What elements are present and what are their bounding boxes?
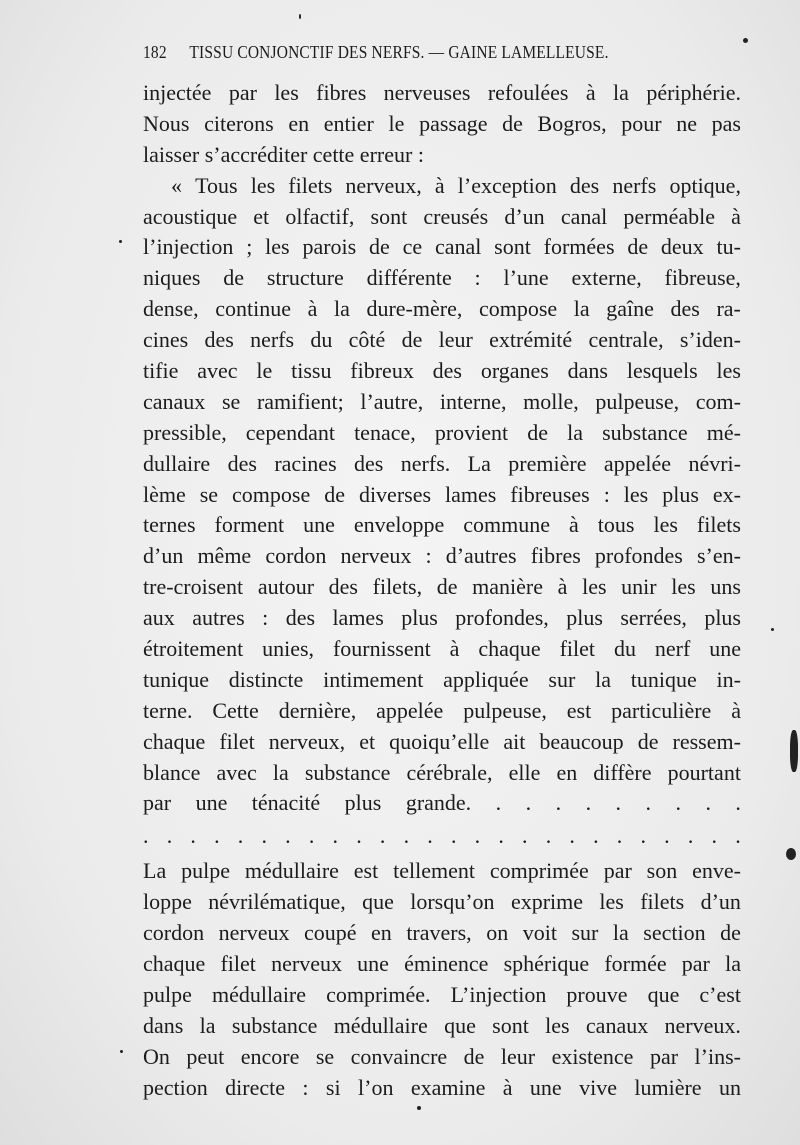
page-number: 182: [143, 42, 167, 62]
scan-speck: [119, 240, 122, 243]
text-line: niques de structure différente : l’une externe, fibreuse,: [143, 265, 741, 291]
text-line: tifie avec le tissu fibreux des organes dans lesquels les: [143, 358, 741, 384]
scan-speck: [786, 848, 796, 860]
text-line: dense, continue à la dure-mère, compose la gaîne des ra-: [143, 296, 741, 322]
paragraph-quotation-block: [143, 78, 741, 819]
text-line: chaque filet nerveux une éminence sphérique formée par la: [143, 950, 741, 976]
text-line: blance avec la substance cérébrale, elle en diffère pourtant: [143, 759, 741, 785]
text-line: dullaire des racines des nerfs. La première appelée névri-: [143, 450, 741, 476]
text-line: d’un même cordon nerveux : d’autres fibres profondes s’en-: [143, 543, 741, 569]
paragraph-continuation-block: [143, 856, 741, 1103]
running-title: TISSU CONJONCTIF DES NERFS. — GAINE LAMELLEUSE.: [189, 42, 609, 62]
text-line: canaux se ramifient; l’autre, interne, molle, pulpeuse, com-: [143, 388, 741, 414]
scan-speck: [299, 14, 301, 19]
text-line: tre-croisent autour des filets, de manière à les unir les uns: [143, 574, 741, 600]
running-head: [143, 42, 659, 63]
text-line: lème se compose de diverses lames fibreuses : les plus ex-: [143, 481, 741, 507]
ellipsis-line: . . . . . . . . . . . . . . . . . . . . . . . . . .: [143, 823, 741, 849]
text-line: On peut encore se convaincre de leur existence par l’ins-: [143, 1043, 741, 1069]
text-line: l’injection ; les parois de ce canal sont formées de deux tu-: [143, 234, 741, 260]
text-line: cines des nerfs du côté de leur extrémité centrale, s’iden-: [143, 327, 741, 353]
text-line: laisser s’accréditer cette erreur :: [143, 141, 424, 167]
text-line: acoustique et olfactif, sont creusés d’un canal perméable à: [143, 203, 741, 229]
scan-speck: [417, 1106, 421, 1110]
text-line: pressible, cependant tenace, provient de la substance mé-: [143, 419, 741, 445]
text-line: injectée par les fibres nerveuses refoulées à la périphérie.: [143, 80, 741, 105]
text-line: par une ténacité plus grande. . . . . . . . . .: [143, 790, 741, 816]
scan-speck: [743, 38, 748, 43]
text-line: « Tous les filets nerveux, à l’exception des nerfs optique,: [171, 172, 741, 198]
text-line: pection directe : si l’on examine à une vive lumière un: [143, 1074, 741, 1100]
text-line: cordon nerveux coupé en travers, on voit sur la section de: [143, 920, 741, 946]
text-line: chaque filet nerveux, et quoiqu’elle ait beaucoup de ressem-: [143, 728, 741, 754]
text-line: ternes forment une enveloppe commune à tous les filets: [143, 512, 741, 538]
text-line: tunique distincte intimement appliquée sur la tunique in-: [143, 666, 741, 692]
text-line: aux autres : des lames plus profondes, plus serrées, plus: [143, 605, 741, 631]
text-line: terne. Cette dernière, appelée pulpeuse, est particulière à: [143, 697, 741, 723]
text-line: La pulpe médullaire est tellement comprimée par son enve-: [143, 858, 741, 884]
text-line: dans la substance médullaire que sont les canaux nerveux.: [143, 1012, 741, 1038]
scan-speck: [771, 628, 774, 631]
text-line: Nous citerons en entier le passage de Bogros, pour ne pas: [143, 110, 741, 136]
text-line: pulpe médullaire comprimée. L’injection prouve que c’est: [143, 981, 741, 1007]
scan-speck: [790, 730, 798, 772]
text-line: loppe névrilématique, que lorsqu’on exprime les filets d’un: [143, 889, 741, 915]
body-text: [143, 78, 741, 1103]
scan-speck: [120, 1050, 123, 1053]
text-line: étroitement unies, fournissent à chaque filet du nerf une: [143, 636, 741, 662]
